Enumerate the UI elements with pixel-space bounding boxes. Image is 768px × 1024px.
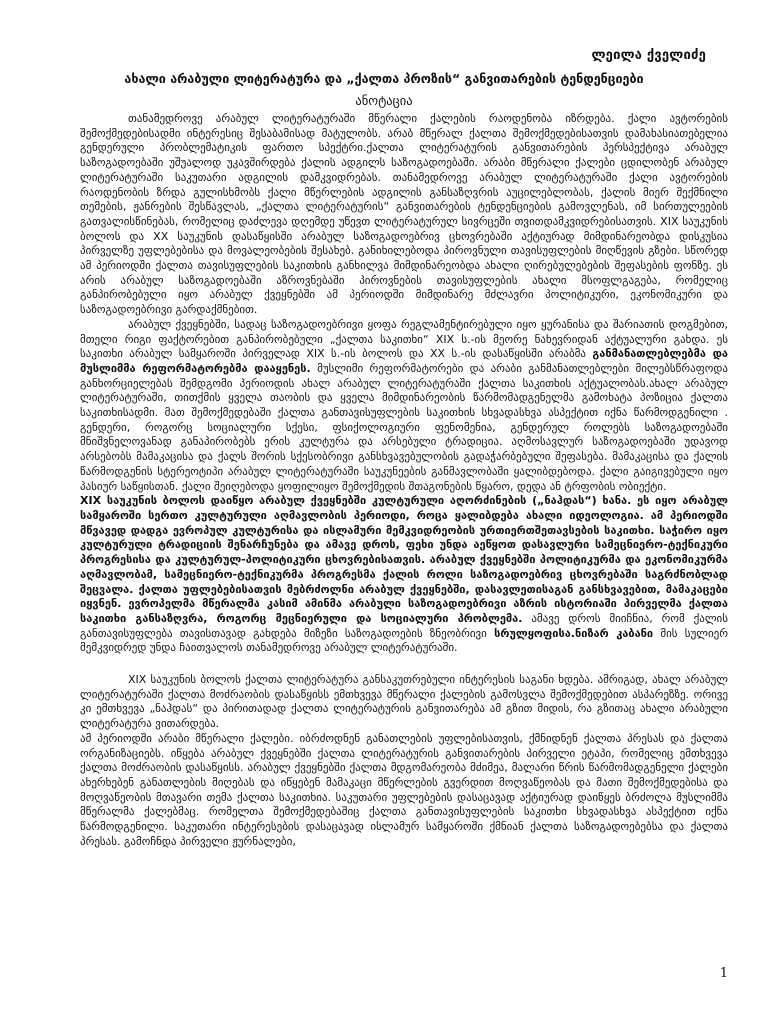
paragraph-3-text-b: ამავე დროს მიიჩნია, რომ ქალის განთავისუფლება თავისთავად გახდება მიზეზი საზოგადოების ზნეობრივი (80, 611, 729, 640)
author-name: ლეილა ქველიძე (591, 48, 706, 63)
paragraph-1: თანამედროვე არაბულ ლიტერატურაში მწერალი ქალების რაოდენობა იზრდება. ქალი ავტორების შემოქმედებისადმი ინტერესიც შესაბამისად მატულობს. არაბ მწერალ ქალთა შემოქმედებისათვის დამახასიათებელია გენდერული პრობლემატიკის ფართო სპექტრი.ქალთა ლიტერატურის განვითარების პერსპექტივა არაბულ საზოგადოებაში უშუალოდ უკავშირდება ქალის ადგილს საზოგადოებაში. არაბი მწერალი ქალები ცდილობენ არაბულ ლიტერატურაში საკუთარი ადგილის დამკვიდრებას. თანამედროვე არაბულ ლიტერატურაში ქალი ავტორების რაოდენობის ზრდა გულისხმობს ქალი მწერლების ადგილის განსაზღვრის აუცილებლობას, ქალის მიერ შექმნილი თემების, ჟანრების შესწავლას, „ქალთა ლიტერატურის“ განვითარების ტენდენციების გამოვლენას, იმ სირთულეების გათვალისწინებას, რომელიც დაძლევა დღემდე უწევთ ლიტერატურულ სივრცეში თვითდამკვიდრებისათვის. XIX საუკუნის ბოლოს და XX საუკუნის დასაწყისში არაბულ საზოგადოებრივ ცხოვრებაში აქტიურად მიმდინარეობდა დისკუსია პირველზე უფლებებისა და მოვალეობების შესახებ. განიხილებოდა პიროვნული თავისუფლების მიღწევის გზები. სწორედ ამ პერიოდში ქალთა თავისუფლების საკითხის განხილვა მიმდინარეობდა ახალი ღირებულებების შეფასების ფონზე. ეს არის არაბულ საზოგადოებაში აზროვნებაში პიროვნების თავისუფლების ახალი მსოფლგაგება, რომელიც განპირობებული იყო არაბულ ქვეყნებში ამ პერიოდში მიმდინარე მძლავრი პოლიტიკური, ეკონომიკური და საზოგადოებრივი გარდაქმნებით. (80, 112, 728, 317)
paragraph-3-bold: XIX საუკუნის ბოლოს დაიწყო არაბულ ქვეყნებში კულტურული აღორძინების („ნაჰდას“) ხანა. ეს იყო არაბულ სამყაროში სერთო კულტურული აღმავლობის პერიოდი, როცა ყალიბდება ახალი იდეოლოგია. ამ პერიოდში მწვავედ დადგა ევროპულ კულტურისა და ისლამური მემკვიდრეობის ურთიერთშეთავსების საკითხი. საჭირო იყო კულტურული ტრადიციის შენარჩუნება და ამავე დროს, ფეხი უნდა აეწყოთ დასავლური სამეცნიერო-ტექნიკური პროგრესისა და კულტურულ-პოლიტიკური ცხოვრებისათვის. არაბულ ქვეყნებში პოლიტიკურმა და ეკონომიკურმა აღმავლობამ, სამეცნიერო-ტექნიკურმა პროგრესმა ქალის როლი საზოგადოებრივ ცხოვრებაში საგრძნობლად შეცვალა. ქალთა უფლებებისათვის მებრძოლნი არაბულ ქვეყნებში, დასავლეთისაგან განსხვავებით, მამაკაცები იყვნენ. ევროპელმა მწერალმა კასიმ ამინმა არაბული საზოგადოებრივი აზრის ისტორიაში პირველმა ქალთა საკითხი განსაზღვრა, როგორც მეცნიერული და სოციალური პრობლემა. (80, 494, 728, 625)
paragraph-3-text-d: მის სულიერ მემკვიდრედ უნდა ჩაითვალოს თანამედროვე არაბულ ლიტერატურაში. (80, 626, 728, 655)
paragraph-5: ამ პერიოდში არაბი მწერალი ქალები. იბრძოდნენ განათლების უფლებისათვის, ქმნიდნენ ქალთა პრესას და ქალთა ორგანიზაციებს. იწყება არაბულ ქვეყნებში ქალთა ლიტერატურის განვითარების პირველი ეტაპი, რომელიც ემთხვევა ქალთა მოძრაობის დასაწყისს. არაბულ ქვეყნებში ქალთა მდგომარეობა მძიმეა, მალარი წრის წარმომადგენელი ქალები ახერხებენ განათლების მიღებას და იწყებენ მამაკაცი მწერლების გვერდით მოღვაწეობას და მათი შემოქმედებისა და მოღვაწეობის მთავარი თემა ქალთა საკითხია. საკუთარი უფლებების დასაცავად აქტიურად დაიწყეს ბრძოლა მუსლიმმა მწერალმა ქალებმაც. რომელთა შემოქმედებაშიც ქალთა განთავისუფლების საკითხი სხვადასხვა ასპექტით იქნა წარმოდგენილი. საკუთარი ინტერესების დასაცავად ისლამურ სამყაროში ქმნიან ქალთა საზოგადოებებსა და ქალთა პრესას. გამოჩნდა პირველი ჟურნალები, (80, 731, 728, 848)
article-title: ახალი არაბული ლიტერატურა და „ქალთა პროზის“ განვითარების ტენდენციები (124, 71, 644, 86)
paragraph-2-text-c: მუსლიმი რეფორმატორები და არაბი განმანათლებლები მილებსწრაფოდა განხორციელებას შემდგომი პერიოდის ახალ არაბულ ლიტერატურაში ქალთა საკითხის აქტუალობას.ახალ არაბულ ლიტერატურაში, თითქმის ყველა თაობის და ყველა მიმდინარეობის წარმომადგენელმა გამოხატა პოზიცია ქალთა საკითხისადმი. მათ შემოქმედებაში ქალთა განთავისუფლების საკითხის სხვადასხვა ასპექტით იქნა წარმოდგენილი . გენდერი, როგორც სოციალური სქესი, ფსიქოლოგიური ფენომენია, გენდერულ როლებს საზოგადოებაში მნიშვნელოვანად განაპირობებს ერის კულტურა და არსებული ტრადიცია. აღმოსავლურ საზოგადოებაში უდავოდ არსებობს მამაკაცისა და ქალს შორის სქესობრივი განსხვავებულობის გადაჭარბებული შეფასება. მამაკაცისა და ქალის წარმოდგენის სტერეოტიპი არაბულ ლიტერატურაში საუკუნეების განმავლობაში ყალიბდებოდა. ქალი გაიგივებული იყო პასიურ საწყისთან. ქალი შეიღებოდა ყოფილიყო შემოქმედის შთაგონების წყარო, დედა ან ტრფობის ობიექტი. (80, 361, 729, 493)
article-body (80, 112, 728, 849)
paragraph-4: XIX საუკუნის ბოლოს ქალთა ლიტერატურა განსაკუთრებული ინტერესის საგანი ხდება. ამრიგად, ახალ არაბულ ლიტერატურაში ქალთა მოძრაობის დასაწყისს ემთხვევა მწერალი ქალების გამოსვლა შემოქმედებით ასპარეზზე. ორივე კი ემთხვევა „ნაჰდას“ და პირითადად ქალთა ლიტერატურის განვითარება ამ გზით მიდის, რა გზითაც ახალი არაბული ლიტერატურა ვითარდება. (80, 673, 728, 731)
paragraph-2 (80, 318, 728, 494)
paragraph-2-text-a: არაბულ ქვეყნებში, სადაც საზოგადოებრივი ყოფა რეგლამენტირებული იყო ყურანისა და შარიათის დოგმებით, მთელი რიგი ფაქტორებით განპირობებული „ქალთა საკითხი“ XIX ს.-ის მეორე ნახევრიდან აქტუალური გახდა. ეს საკითხი არაბულ სამყაროში პირველად XIX ს.-ის ბოლოს და XX ს.-ის დასაწყისში არაბმა (80, 317, 728, 361)
paragraph-3-bold-name: სრულყოფისა.ნიზარ კაბანი (494, 626, 654, 640)
paragraph-2-bold: განმანათლებლებმა და მუსლიმმა რეფორმატორებმა დააყენეს. (80, 347, 728, 375)
annotation-heading: ანოტაცია (355, 93, 413, 108)
paragraph-3 (80, 494, 728, 656)
paragraph-gap (80, 656, 728, 673)
page-number: 1 (719, 966, 728, 981)
